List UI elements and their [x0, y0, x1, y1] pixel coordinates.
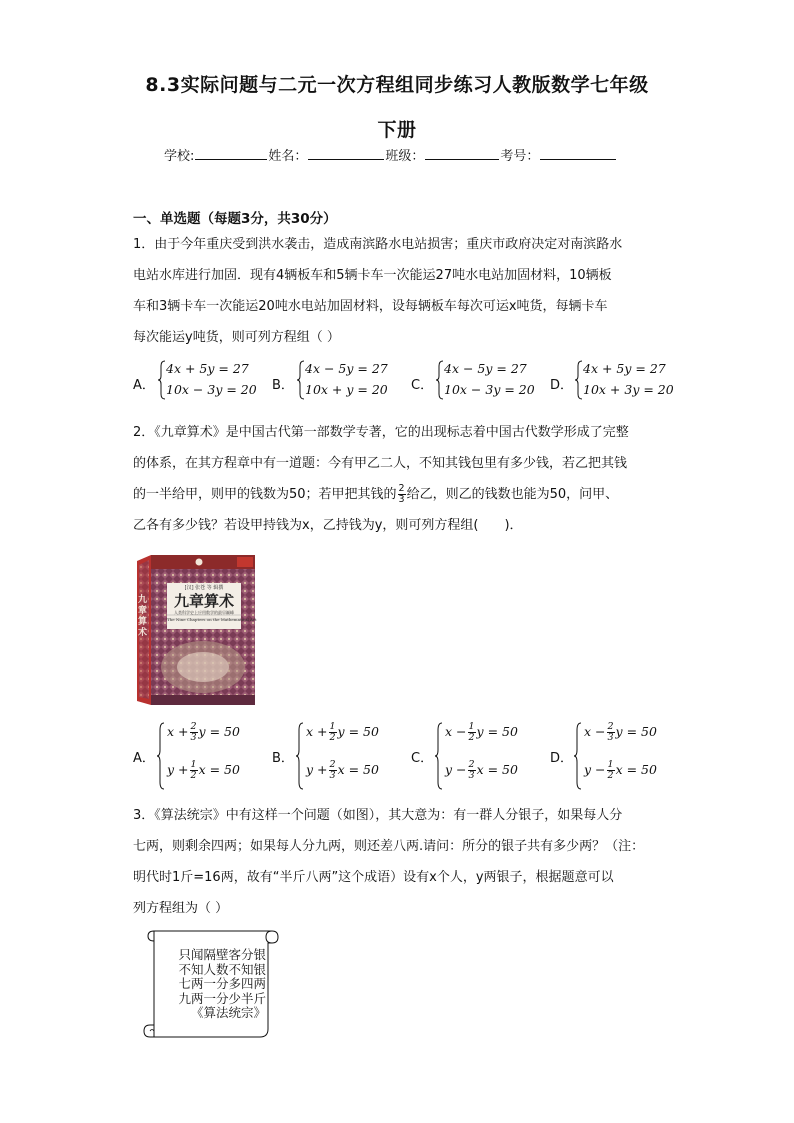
- brace-icon: [157, 722, 165, 790]
- scroll-image: [140, 925, 280, 1043]
- equation-1: [445, 722, 518, 743]
- q2-option-c[interactable]: [411, 722, 531, 792]
- equation-1: [306, 722, 379, 743]
- equation-2: [584, 760, 657, 781]
- q2-line-3-part-a: 的一半给甲，则甲的钱数为50；若甲把其钱的: [133, 487, 397, 502]
- equation-1: 4x − 5y = 27: [444, 361, 527, 376]
- term: y +: [167, 762, 189, 777]
- equation-2: 10x − 3y = 20: [444, 382, 535, 397]
- brace-icon: [574, 722, 582, 790]
- question-3-text: [133, 800, 663, 924]
- q2-option-d[interactable]: [550, 722, 670, 792]
- equation-1: 4x + 5y = 27: [166, 361, 249, 376]
- option-label: C．: [411, 378, 434, 393]
- question-1-text: [133, 229, 663, 353]
- q2-option-a[interactable]: [133, 722, 253, 792]
- fraction: [607, 722, 615, 743]
- fraction-numerator: 1: [468, 721, 475, 732]
- q2-line-2: 的体系，在其方程章中有一道题：今有甲乙二人，不知其钱包里有多少钱，若乙把其钱: [133, 456, 628, 471]
- fraction-numerator: 1: [190, 759, 197, 770]
- term: y = 50: [615, 724, 657, 739]
- equation-1: 4x − 5y = 27: [305, 361, 388, 376]
- fraction-numerator: 1: [329, 721, 336, 732]
- term: x −: [445, 724, 467, 739]
- fraction-denominator: 3: [607, 732, 614, 743]
- option-label: D．: [550, 751, 574, 766]
- fraction: [190, 722, 198, 743]
- name-field[interactable]: [308, 147, 384, 160]
- fraction: [607, 760, 615, 781]
- page-title: 8.3实际问题与二元一次方程组同步练习人教版数学七年级: [145, 74, 649, 96]
- option-label: A．: [133, 751, 155, 766]
- poem-line: 七两一分多四两: [178, 976, 266, 991]
- term: y −: [584, 762, 606, 777]
- scroll-poem: [162, 948, 266, 1021]
- term: y = 50: [337, 724, 379, 739]
- equation-1: [167, 722, 240, 743]
- poem-source: 《算法统宗》: [190, 1005, 266, 1020]
- question-2-text: [133, 417, 663, 541]
- name-label: 姓名：: [268, 149, 308, 164]
- student-info-line: [164, 145, 617, 164]
- term: x = 50: [337, 762, 379, 777]
- school-field[interactable]: [195, 147, 267, 160]
- q3-line-4: 列方程组为（ ）: [133, 901, 229, 916]
- fraction-numerator: 2: [190, 721, 197, 732]
- q1-line-2: 电站水库进行加固．现有4辆板车和5辆卡车一次能运27吨水电站加固材料，10辆板: [133, 268, 612, 283]
- option-label: A．: [133, 378, 155, 393]
- fraction-denominator: 3: [468, 770, 475, 781]
- fraction: [398, 484, 406, 505]
- book-subtitle: 人类科学史上应用数学的最早巅峰: [174, 610, 234, 615]
- class-field[interactable]: [425, 147, 499, 160]
- fraction-numerator: 1: [607, 759, 614, 770]
- q3-line-1: 3．《算法统宗》中有这样一个问题（如图），其大意为：有一群人分银子，如果每人分: [133, 808, 623, 823]
- poem-line: 不知人数不知银: [178, 961, 266, 977]
- fraction-denominator: 2: [468, 732, 475, 743]
- term: y = 50: [476, 724, 518, 739]
- class-label: 班级：: [385, 149, 425, 164]
- equation-2: [445, 760, 518, 781]
- brace-icon: [436, 360, 444, 400]
- option-label: C．: [411, 751, 434, 766]
- q2-line-4: 乙各有多少钱？若设甲持钱为x，乙持钱为y，则可列方程组( )．: [133, 518, 523, 533]
- equation-1: 4x + 5y = 27: [583, 361, 666, 376]
- q2-line-1: 2．《九章算术》是中国古代第一部数学专著，它的出现标志着中国古代数学形成了完整: [133, 425, 629, 440]
- poem-line: 九两一分少半斤: [178, 990, 266, 1006]
- option-label: D．: [550, 378, 574, 393]
- brace-icon: [158, 360, 166, 400]
- brace-icon: [296, 722, 304, 790]
- equation-2: [167, 760, 240, 781]
- q3-line-3: 明代时1斤=16两，故有“半斤八两”这个成语）设有x个人，y两银子，根据题意可以: [133, 870, 614, 885]
- option-label: B．: [272, 751, 294, 766]
- q2-option-b[interactable]: [272, 722, 392, 792]
- equation-1: [584, 722, 657, 743]
- term: x = 50: [476, 762, 518, 777]
- equation-2: 10x + 3y = 20: [583, 382, 674, 397]
- term: x −: [584, 724, 606, 739]
- fraction-numerator: 2: [398, 483, 405, 494]
- fraction-denominator: 2: [329, 732, 336, 743]
- fraction-numerator: 2: [468, 759, 475, 770]
- equation-2: 10x − 3y = 20: [166, 382, 257, 397]
- term: y −: [445, 762, 467, 777]
- term: x = 50: [198, 762, 240, 777]
- fraction-denominator: 2: [607, 770, 614, 781]
- fraction-numerator: 2: [607, 721, 614, 732]
- fraction-numerator: 2: [329, 759, 336, 770]
- brace-icon: [575, 360, 583, 400]
- term: x +: [306, 724, 328, 739]
- q2-line-3-part-b: 给乙，则乙的钱数也能为50，问甲、: [406, 487, 619, 502]
- fraction: [468, 760, 476, 781]
- exam-no-field[interactable]: [540, 147, 616, 160]
- q2-line-3: [133, 483, 619, 505]
- fraction: [190, 760, 198, 781]
- q1-line-1: 1．由于今年重庆受到洪水袭击，造成南滨路水电站损害；重庆市政府决定对南滨路水: [133, 237, 623, 252]
- book-author-tag: [汉] 张苍 等 辑撰: [184, 585, 224, 591]
- q3-line-2: 七两，则剩余四两；如果每人分九两，则还差八两.请问：所分的银子共有多少两？（注：: [133, 839, 645, 854]
- equation-2: [306, 760, 379, 781]
- book-title: 九章算术: [173, 592, 234, 610]
- equation-2: 10x + y = 20: [305, 382, 388, 397]
- fraction-denominator: 3: [329, 770, 336, 781]
- term: x +: [167, 724, 189, 739]
- brace-icon: [297, 360, 305, 400]
- q1-line-4: 每次能运y吨货，则可列方程组（ ）: [133, 330, 340, 345]
- fraction: [329, 722, 337, 743]
- exam-no-label: 考号：: [500, 149, 540, 164]
- section-heading: 一、单选题（每题3分，共30分）: [133, 211, 337, 227]
- q1-line-3: 车和3辆卡车一次能运20吨水电站加固材料，设每辆板车每次可运x吨货，每辆卡车: [133, 299, 608, 314]
- option-label: B．: [272, 378, 294, 393]
- fraction: [329, 760, 337, 781]
- fraction-denominator: 3: [190, 732, 197, 743]
- poem-line: 只闻隔壁客分银: [178, 947, 266, 962]
- page-title-line2: 下册: [377, 119, 417, 141]
- book-spine-title: 九章算术: [138, 595, 148, 638]
- term: x = 50: [615, 762, 657, 777]
- term: y = 50: [198, 724, 240, 739]
- book-cover-image: [137, 555, 257, 705]
- fraction-denominator: 2: [190, 770, 197, 781]
- brace-icon: [435, 722, 443, 790]
- term: y +: [306, 762, 328, 777]
- fraction: [468, 722, 476, 743]
- fraction-denominator: 3: [398, 494, 405, 505]
- school-label: 学校:: [164, 149, 195, 164]
- book-subtitle-en: The Nine Chapters on the Mathematical Art: [167, 617, 257, 622]
